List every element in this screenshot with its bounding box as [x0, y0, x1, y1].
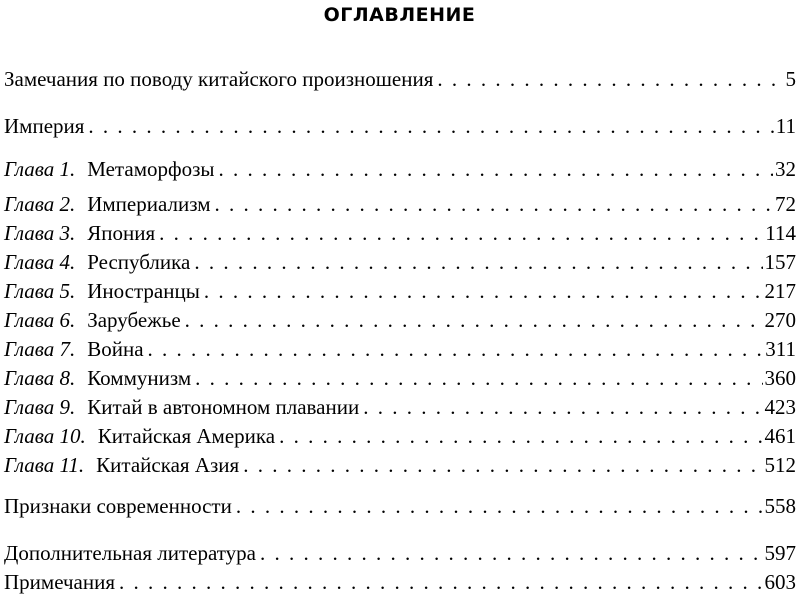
entry-title: Япония	[87, 221, 156, 245]
entry-title: Республика	[87, 250, 191, 274]
toc-entry[interactable]	[4, 494, 796, 518]
toc-entry[interactable]	[4, 192, 796, 216]
dot-leader	[214, 192, 773, 216]
entry-page-number: 72	[775, 192, 796, 216]
entry-page-number: 5	[785, 67, 796, 91]
entry-title: Китайская Азия	[96, 453, 240, 477]
dot-leader	[185, 308, 763, 332]
entry-page-number: 597	[764, 541, 796, 565]
entry-page-number: 603	[764, 570, 796, 594]
entry-page-number: 270	[764, 308, 796, 332]
toc-entry[interactable]	[4, 67, 796, 91]
dot-leader	[260, 541, 763, 565]
toc-entry[interactable]	[4, 453, 796, 477]
entry-page-number: 32	[775, 157, 796, 181]
chapter-number: Глава 4.	[4, 250, 76, 274]
chapter-number: Глава 7.	[4, 337, 76, 361]
entry-page-number: 423	[764, 395, 796, 419]
dot-leader	[437, 67, 783, 91]
chapter-number: Глава 11.	[4, 453, 85, 477]
entry-page-number: 114	[765, 221, 796, 245]
entry-page-number: 311	[765, 337, 796, 361]
entry-page-number: 217	[764, 279, 796, 303]
dot-leader	[219, 157, 774, 181]
toc-entry[interactable]	[4, 541, 796, 565]
page-title: ОГЛАВЛЕНИЕ	[323, 4, 476, 26]
entry-title: Империя	[4, 114, 85, 138]
chapter-number: Глава 3.	[4, 221, 76, 245]
entry-page-number: 558	[764, 494, 796, 518]
entry-title: Замечания по поводу китайского произношения	[4, 67, 434, 91]
entry-page-number: 11	[775, 114, 796, 138]
dot-leader	[88, 114, 773, 138]
dot-leader	[148, 337, 764, 361]
toc-entry[interactable]	[4, 395, 796, 419]
entry-title: Война	[87, 337, 144, 361]
chapter-number: Глава 10.	[4, 424, 86, 448]
chapter-number: Глава 1.	[4, 157, 76, 181]
entry-title: Китай в автономном плавании	[87, 395, 360, 419]
dot-leader	[119, 570, 762, 594]
entry-title: Китайская Америка	[97, 424, 276, 448]
toc-entry[interactable]	[4, 221, 796, 245]
dot-leader	[194, 250, 762, 274]
entry-title: Империализм	[87, 192, 211, 216]
chapter-number: Глава 2.	[4, 192, 76, 216]
entry-title: Примечания	[4, 570, 116, 594]
toc-entry[interactable]	[4, 570, 796, 594]
dot-leader	[204, 279, 763, 303]
entry-title: Метаморфозы	[87, 157, 215, 181]
chapter-number: Глава 9.	[4, 395, 76, 419]
dot-leader	[243, 453, 762, 477]
toc-entry[interactable]	[4, 279, 796, 303]
entry-title: Дополнительная литература	[4, 541, 256, 565]
entry-page-number: 512	[764, 453, 796, 477]
dot-leader	[195, 366, 762, 390]
entry-page-number: 360	[764, 366, 796, 390]
entry-title: Признаки современности	[4, 494, 232, 518]
toc-entry[interactable]	[4, 337, 796, 361]
dot-leader	[236, 494, 763, 518]
chapter-number: Глава 5.	[4, 279, 76, 303]
toc-entry[interactable]	[4, 424, 796, 448]
dot-leader	[363, 395, 762, 419]
chapter-number: Глава 6.	[4, 308, 76, 332]
toc-entry[interactable]	[4, 250, 796, 274]
dot-leader	[279, 424, 762, 448]
dot-leader	[159, 221, 763, 245]
toc-entry[interactable]	[4, 308, 796, 332]
entry-page-number: 157	[764, 250, 796, 274]
entry-title: Зарубежье	[87, 308, 181, 332]
chapter-number: Глава 8.	[4, 366, 76, 390]
toc-entry[interactable]	[4, 157, 796, 181]
entry-title: Коммунизм	[87, 366, 192, 390]
entry-page-number: 461	[764, 424, 796, 448]
entry-title: Иностранцы	[87, 279, 200, 303]
toc-entry[interactable]	[4, 366, 796, 390]
toc-entry[interactable]	[4, 114, 796, 138]
